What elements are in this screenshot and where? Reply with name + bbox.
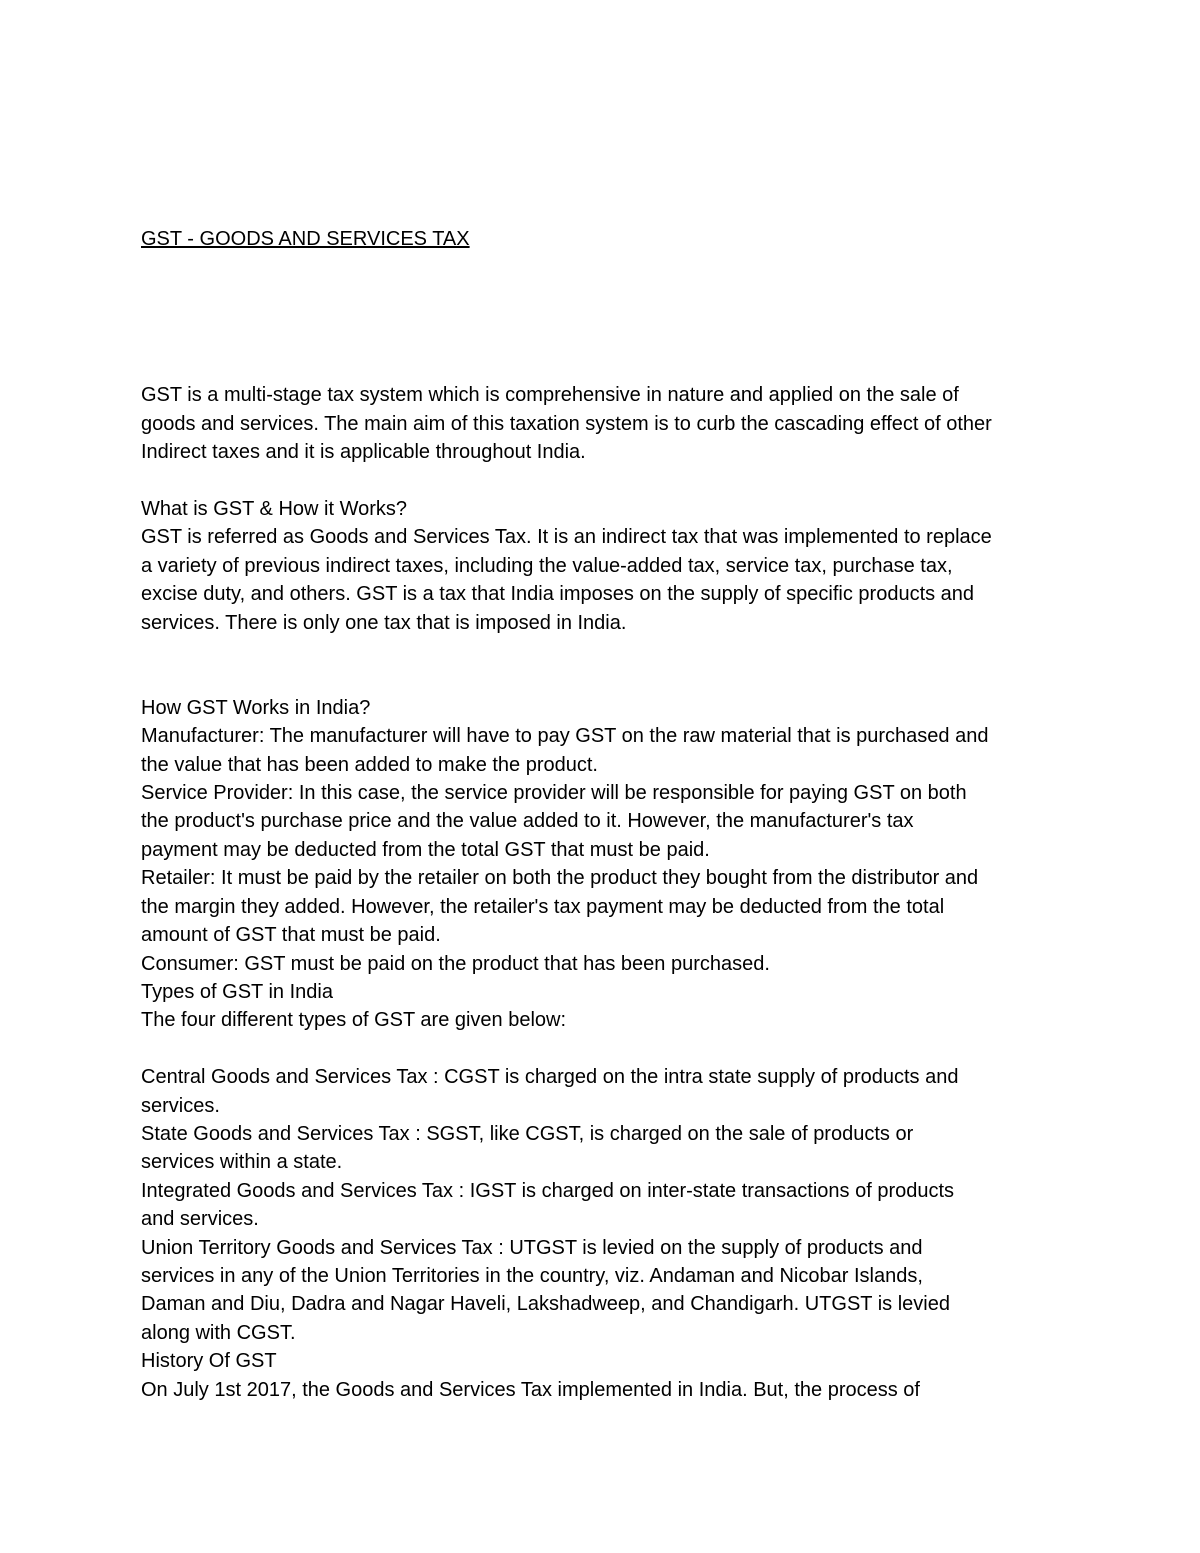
section-heading: How GST Works in India? [141, 696, 371, 719]
text-line: On July 1st 2017, the Goods and Services Tax implemented in India. But, the process of [141, 1378, 920, 1401]
text-line: Consumer: GST must be paid on the product that has been purchased. [141, 952, 770, 975]
document-page [141, 225, 1081, 1404]
text-line: and services. [141, 1208, 259, 1231]
text-line: excise duty, and others. GST is a tax that India imposes on the supply of specific products and [141, 583, 975, 606]
text-line: services. [141, 1094, 220, 1117]
text-line: Service Provider: In this case, the service provider will be responsible for paying GST on both [141, 782, 967, 805]
text-line: the product's purchase price and the value added to it. However, the manufacturer's tax [141, 810, 914, 833]
text-line: Integrated Goods and Services Tax : IGST is charged on inter-state transactions of products [141, 1179, 955, 1202]
text-line: Retailer: It must be paid by the retailer on both the product they bought from the distributor and [141, 867, 979, 890]
document-title: GST - GOODS AND SERVICES TAX [141, 228, 470, 250]
how-gst-works-section [141, 694, 1081, 1035]
text-line: State Goods and Services Tax : SGST, like CGST, is charged on the sale of products or [141, 1122, 914, 1145]
text-line: a variety of previous indirect taxes, including the value-added tax, service tax, purchase tax, [141, 554, 953, 577]
text-line: payment may be deducted from the total GST that must be paid. [141, 838, 710, 861]
spacer [141, 637, 1081, 694]
section-heading: Types of GST in India [141, 980, 333, 1003]
text-line: GST is referred as Goods and Services Tax. It is an indirect tax that was implemented to replace [141, 526, 992, 549]
text-line: The four different types of GST are given below: [141, 1009, 567, 1032]
spacer [141, 253, 1081, 381]
text-line: along with CGST. [141, 1321, 296, 1344]
section-heading: History Of GST [141, 1350, 277, 1373]
text-line: GST is a multi-stage tax system which is comprehensive in nature and applied on the sale of [141, 384, 959, 407]
spacer [141, 467, 1081, 495]
text-line: services in any of the Union Territories in the country, viz. Andaman and Nicobar Islands, [141, 1264, 923, 1287]
what-is-gst-section [141, 495, 1081, 637]
text-line: services within a state. [141, 1151, 343, 1174]
text-line: Indirect taxes and it is applicable throughout India. [141, 441, 586, 464]
gst-types-section [141, 1063, 1081, 1404]
text-line: Daman and Diu, Dadra and Nagar Haveli, Lakshadweep, and Chandigarh. UTGST is levied [141, 1293, 950, 1316]
spacer [141, 1035, 1081, 1063]
text-line: Union Territory Goods and Services Tax : UTGST is levied on the supply of products and [141, 1236, 923, 1259]
section-heading: What is GST & How it Works? [141, 498, 407, 521]
text-line: goods and services. The main aim of this taxation system is to curb the cascading effect of other [141, 412, 992, 435]
intro-paragraph [141, 381, 1081, 466]
text-line: the value that has been added to make the product. [141, 753, 598, 776]
text-line: Central Goods and Services Tax : CGST is charged on the intra state supply of products and [141, 1066, 959, 1089]
text-line: amount of GST that must be paid. [141, 924, 441, 947]
text-line: services. There is only one tax that is imposed in India. [141, 611, 627, 634]
text-line: the margin they added. However, the retailer's tax payment may be deducted from the total [141, 895, 945, 918]
text-line: Manufacturer: The manufacturer will have to pay GST on the raw material that is purchased and [141, 725, 989, 748]
